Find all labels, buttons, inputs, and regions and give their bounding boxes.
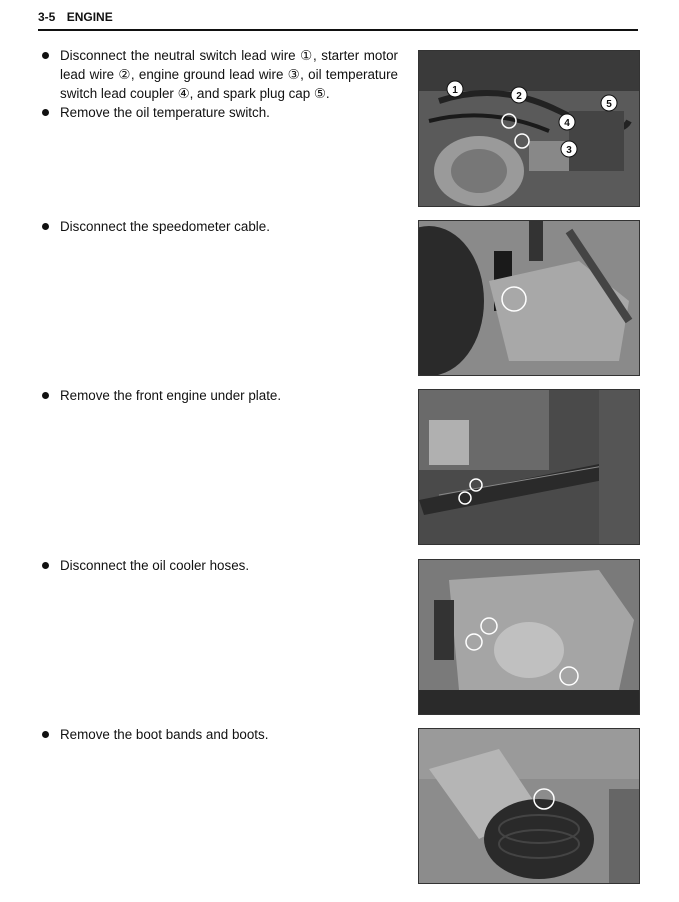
- callout-1: [447, 81, 463, 97]
- list-item: [38, 46, 398, 103]
- instruction-text: Remove the boot bands and boots.: [60, 727, 269, 742]
- instruction-text: Remove the oil temperature switch.: [60, 105, 270, 120]
- svg-text:1: 1: [452, 85, 458, 96]
- callout-5: [601, 95, 617, 111]
- instruction-text: Disconnect the neutral switch lead wire ①, starter motor lead wire ②, engine ground lead wire ③, oil temperature switch lead coupler ④, and spark plug cap ⑤.: [60, 48, 398, 101]
- step-1-text: [38, 46, 398, 122]
- step-4-text: [38, 556, 398, 575]
- step-5-photo: [418, 728, 640, 884]
- instruction-text: Disconnect the speedometer cable.: [60, 219, 270, 234]
- step-2-text: [38, 217, 398, 236]
- section-title: ENGINE: [66, 10, 113, 24]
- list-item: [38, 556, 398, 575]
- bullet-icon: [42, 109, 49, 116]
- step-3-text: [38, 386, 398, 405]
- callout-4: [559, 114, 575, 130]
- list-item: [38, 725, 398, 744]
- list-item: [38, 386, 398, 405]
- callout-3: [561, 141, 577, 157]
- step-4-photo: [418, 559, 640, 715]
- bullet-icon: [42, 392, 49, 399]
- step-3-photo: [418, 389, 640, 545]
- svg-text:5: 5: [606, 99, 612, 110]
- page-header: [38, 9, 638, 31]
- svg-text:2: 2: [516, 91, 522, 102]
- step-1-photo: [418, 50, 640, 207]
- instruction-text: Remove the front engine under plate.: [60, 388, 282, 403]
- bullet-icon: [42, 52, 49, 59]
- step-5-text: [38, 725, 398, 744]
- list-item: [38, 103, 398, 122]
- list-item: [38, 217, 398, 236]
- bullet-icon: [42, 562, 49, 569]
- step-2-photo: [418, 220, 640, 376]
- svg-text:3: 3: [566, 145, 572, 156]
- svg-text:4: 4: [564, 118, 570, 129]
- callout-2: [511, 87, 527, 103]
- bullet-icon: [42, 223, 49, 230]
- instruction-text: Disconnect the oil cooler hoses.: [60, 558, 250, 573]
- bullet-icon: [42, 731, 49, 738]
- page-number: 3-5: [38, 10, 56, 24]
